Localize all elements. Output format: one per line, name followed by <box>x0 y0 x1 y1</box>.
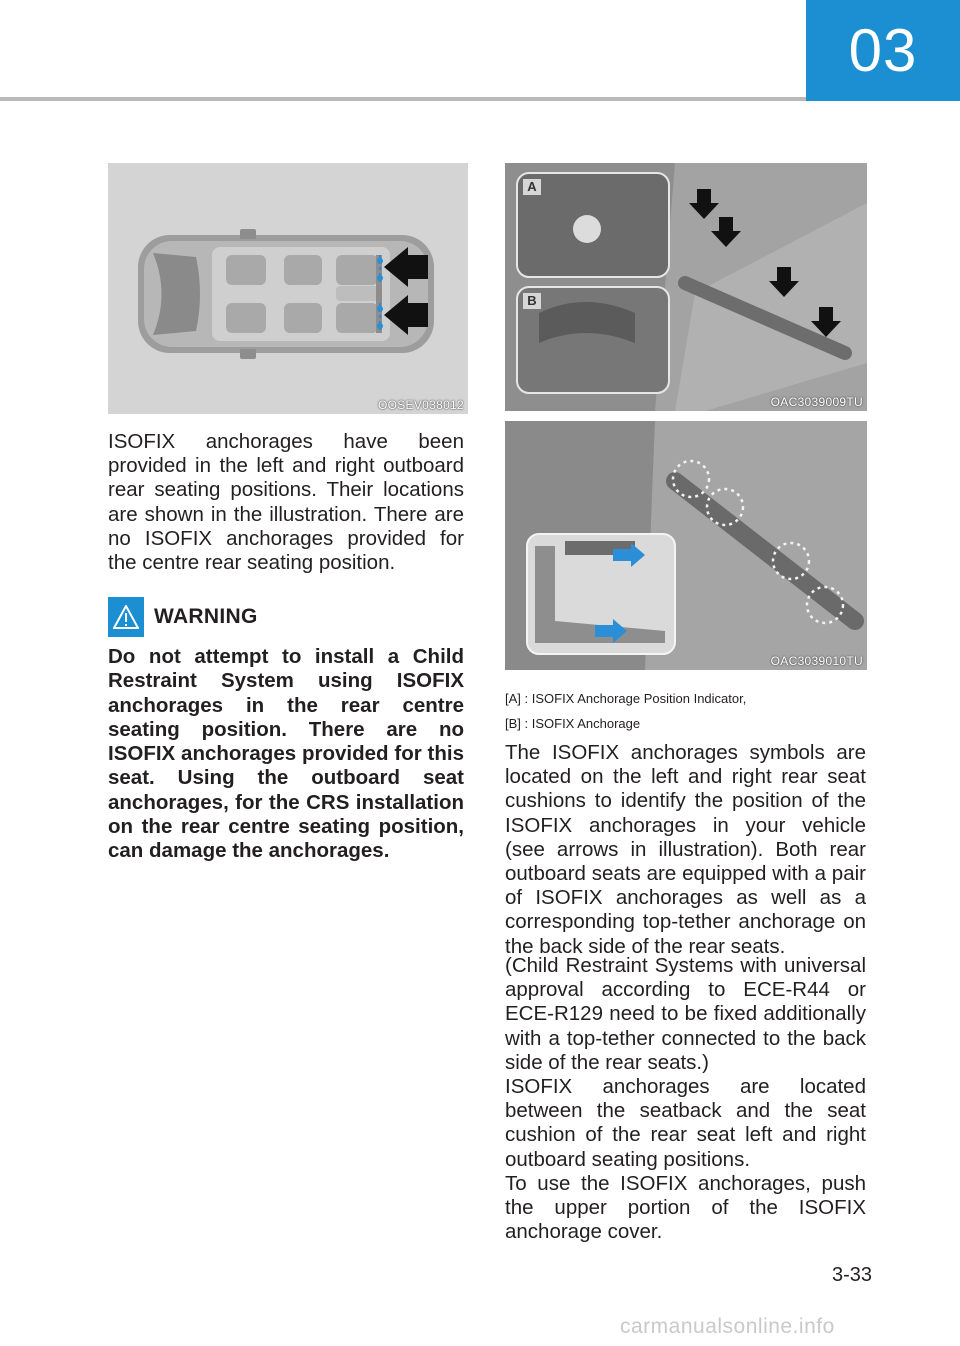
inset-b-label: B <box>527 293 537 308</box>
caption-b: [B] : ISOFIX Anchorage <box>505 716 641 731</box>
anchor-indicator-illustration <box>505 163 867 411</box>
caption-a: [A] : ISOFIX Anchorage Position Indicator, <box>505 691 747 706</box>
car-top-view-illustration <box>108 163 468 414</box>
intro-paragraph: ISOFIX anchorages have been provided in the left and right outboard rear seating positions. Their locations are shown in the illustration. There are no ISOFIX anchorages provided for the centre rear seating position. <box>108 430 464 575</box>
inset-a-label: A <box>527 179 537 194</box>
watermark: carmanualsonline.info <box>620 1315 835 1338</box>
anchor-indicator-figure <box>505 163 867 411</box>
paragraph-usage: To use the ISOFIX anchorages, push the upper portion of the ISOFIX anchorage cover. <box>505 1172 866 1244</box>
chapter-tab: 03 <box>806 0 960 101</box>
warning-icon <box>108 597 144 637</box>
page-number: 3-33 <box>832 1264 873 1286</box>
figure-code: OOSEV038012 <box>377 398 464 412</box>
car-top-view-figure <box>108 163 468 414</box>
warning-body: Do not attempt to install a Child Restraint System using ISOFIX anchorages in the rear centre seating position. There are no ISOFIX anchorages provided for this seat. Using the outboard seat anchorages, for the CRS installation on the rear centre seating position, can damage the anchorages. <box>108 645 464 863</box>
paragraph-universal-approval: (Child Restraint Systems with universal approval according to ECE-R44 or ECE-R129 need to be fixed additionally with a top-tether connected to the back side of the rear seats.) <box>505 954 866 1074</box>
anchor-detail-illustration <box>505 421 867 670</box>
warning-label: WARNING <box>154 605 258 628</box>
figure-code: OAC3039009TU <box>770 395 863 409</box>
paragraph-location: ISOFIX anchorages are located between the seatback and the seat cushion of the rear seat left and right outboard seating positions. <box>505 1075 866 1171</box>
header-rule <box>0 97 806 101</box>
warning-heading <box>108 597 258 637</box>
figure-code: OAC3039010TU <box>770 654 863 668</box>
anchor-detail-figure <box>505 421 867 670</box>
paragraph-symbols: The ISOFIX anchorages symbols are located on the left and right rear seat cushions to identify the position of the ISOFIX anchorages in your vehicle (see arrows in illustration). Both rear outboard seats are equipped with a pair of ISOFIX anchorages as well as a corresponding top-tether anchorage on the back side of the rear seats. <box>505 741 866 958</box>
